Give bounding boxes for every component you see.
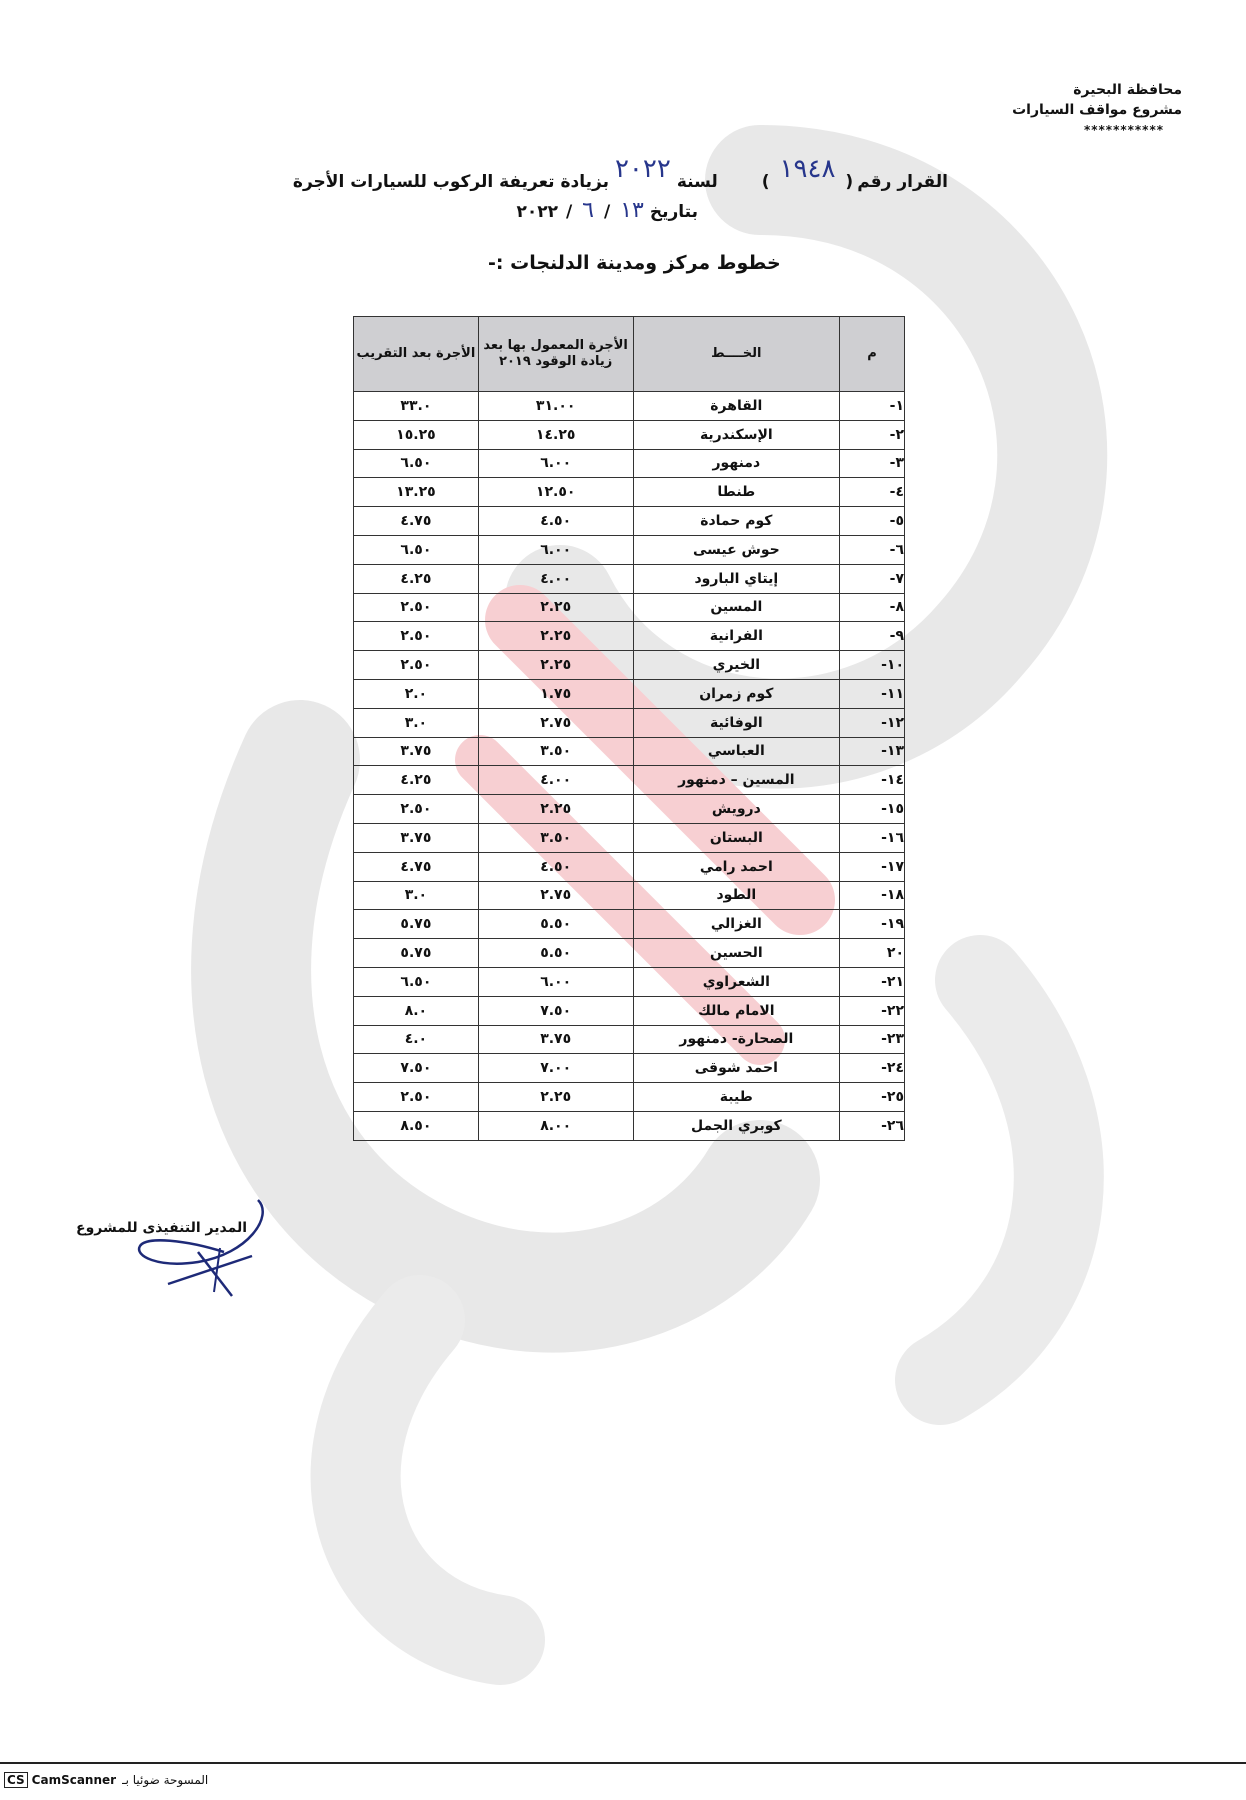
row-line: العباسي	[633, 737, 840, 766]
row-old-fare: ٣.٥٠	[478, 823, 633, 852]
row-old-fare: ٧.٠٠	[478, 1054, 633, 1083]
row-old-fare: ٤.٥٠	[478, 507, 633, 536]
date-separator: /	[604, 202, 611, 222]
scanner-app-name: CamScanner	[31, 1773, 117, 1787]
row-old-fare: ٥.٥٠	[478, 939, 633, 968]
decision-number: ١٩٤٨	[779, 154, 836, 184]
table-row	[354, 449, 905, 478]
header-old-fare: الأجرة المعمول بها بعد زيادة الوقود ٢٠١٩	[478, 317, 633, 392]
table-row	[354, 910, 905, 939]
row-new-fare: ٣.٠	[354, 708, 479, 737]
row-line: الطود	[633, 881, 840, 910]
row-line: احمد شوقى	[633, 1054, 840, 1083]
row-num: ١-	[840, 392, 905, 421]
row-num: ١٨-	[840, 881, 905, 910]
row-new-fare: ٤.٢٥	[354, 766, 479, 795]
table-row	[354, 564, 905, 593]
row-num: ٨-	[840, 593, 905, 622]
row-num: ٩-	[840, 622, 905, 651]
row-num: ١٧-	[840, 852, 905, 881]
row-old-fare: ٢.٧٥	[478, 881, 633, 910]
header-line: الخــــط	[633, 317, 840, 392]
table-row	[354, 737, 905, 766]
scanned-label: المسوحة ضوئيا بـ	[122, 1773, 209, 1787]
row-new-fare: ٨.٠	[354, 996, 479, 1025]
row-num: ٢٥-	[840, 1083, 905, 1112]
row-line: الحسين	[633, 939, 840, 968]
footer-divider	[0, 1762, 1246, 1764]
row-num: ٣-	[840, 449, 905, 478]
row-old-fare: ٢.٢٥	[478, 651, 633, 680]
row-old-fare: ٦.٠٠	[478, 535, 633, 564]
header-new-fare: الأجرة بعد التقريب	[354, 317, 479, 392]
row-num: ١١-	[840, 679, 905, 708]
decision-label: القرار رقم	[857, 172, 948, 192]
table-row	[354, 1083, 905, 1112]
decision-year: ٢٠٢٢	[614, 154, 671, 184]
row-old-fare: ١٤.٢٥	[478, 420, 633, 449]
row-line: طنطا	[633, 478, 840, 507]
row-num: ٢٤-	[840, 1054, 905, 1083]
row-new-fare: ٣.٧٥	[354, 823, 479, 852]
table-row	[354, 967, 905, 996]
table-row	[354, 708, 905, 737]
row-old-fare: ٦.٠٠	[478, 967, 633, 996]
row-line: الغزالي	[633, 910, 840, 939]
table-row	[354, 535, 905, 564]
row-num: ١٤-	[840, 766, 905, 795]
table-row	[354, 795, 905, 824]
table-row	[354, 478, 905, 507]
table-row	[354, 420, 905, 449]
decision-subject: بزيادة تعريفة الركوب للسيارات الأجرة	[292, 172, 609, 192]
row-new-fare: ٧.٥٠	[354, 1054, 479, 1083]
row-line: الشعراوي	[633, 967, 840, 996]
date-separator: /	[565, 202, 573, 222]
row-new-fare: ٥.٧٥	[354, 910, 479, 939]
row-line: حوش عيسى	[633, 535, 840, 564]
table-row	[354, 392, 905, 421]
row-old-fare: ٢.٢٥	[478, 795, 633, 824]
row-new-fare: ٤.٠	[354, 1025, 479, 1054]
year-label: لسنة	[676, 172, 718, 192]
signature-title: المدير التنفيذى للمشروع	[76, 1220, 248, 1236]
row-new-fare: ٢.٥٠	[354, 1083, 479, 1112]
row-old-fare: ٢.٢٥	[478, 1083, 633, 1112]
row-new-fare: ٣٣.٠	[354, 392, 479, 421]
row-num: ٧-	[840, 564, 905, 593]
row-line: طيبة	[633, 1083, 840, 1112]
row-old-fare: ٤.٥٠	[478, 852, 633, 881]
row-line: المسين – دمنهور	[633, 766, 840, 795]
date-month: ٦	[582, 198, 594, 223]
row-new-fare: ٣.٠	[354, 881, 479, 910]
row-new-fare: ٦.٥٠	[354, 449, 479, 478]
row-new-fare: ٤.٧٥	[354, 507, 479, 536]
decision-heading	[292, 154, 948, 223]
row-old-fare: ٣.٥٠	[478, 737, 633, 766]
row-num: ١٦-	[840, 823, 905, 852]
date-label: بتاريخ	[649, 202, 698, 222]
row-num: ٦-	[840, 535, 905, 564]
row-old-fare: ٤.٠٠	[478, 766, 633, 795]
row-line: القاهرة	[633, 392, 840, 421]
date-day: ١٣	[620, 198, 644, 223]
row-new-fare: ٢.٥٠	[354, 593, 479, 622]
row-new-fare: ٦.٥٠	[354, 535, 479, 564]
governorate-name: محافظة البحيرة	[1073, 82, 1182, 98]
row-new-fare: ٢.٥٠	[354, 651, 479, 680]
row-num: ٥-	[840, 507, 905, 536]
row-num: ٢٦-	[840, 1111, 905, 1140]
row-num: ١٠-	[840, 651, 905, 680]
table-header-row	[354, 317, 905, 392]
row-old-fare: ٧.٥٠	[478, 996, 633, 1025]
row-num: ٢-	[840, 420, 905, 449]
table-row	[354, 622, 905, 651]
row-new-fare: ٦.٥٠	[354, 967, 479, 996]
row-new-fare: ٢.٥٠	[354, 795, 479, 824]
camscanner-logo-icon: CS	[4, 1772, 28, 1788]
row-line: كوم زمران	[633, 679, 840, 708]
table-row	[354, 996, 905, 1025]
row-old-fare: ٣.٧٥	[478, 1025, 633, 1054]
row-line: احمد رامي	[633, 852, 840, 881]
row-num: ٢١-	[840, 967, 905, 996]
row-num: ١٢-	[840, 708, 905, 737]
row-line: الصحارة- دمنهور	[633, 1025, 840, 1054]
row-old-fare: ٨.٠٠	[478, 1111, 633, 1140]
row-num: ١٣-	[840, 737, 905, 766]
row-num: ٢٢-	[840, 996, 905, 1025]
row-old-fare: ٢.٢٥	[478, 622, 633, 651]
row-num: ١٩-	[840, 910, 905, 939]
row-line: الإسكندرية	[633, 420, 840, 449]
table-row	[354, 507, 905, 536]
row-new-fare: ٥.٧٥	[354, 939, 479, 968]
table-row	[354, 679, 905, 708]
row-new-fare: ٤.٢٥	[354, 564, 479, 593]
row-old-fare: ٤.٠٠	[478, 564, 633, 593]
row-old-fare: ٢.٧٥	[478, 708, 633, 737]
table-row	[354, 939, 905, 968]
row-old-fare: ٣١.٠٠	[478, 392, 633, 421]
row-line: إيتاي البارود	[633, 564, 840, 593]
row-old-fare: ١.٧٥	[478, 679, 633, 708]
table-row	[354, 852, 905, 881]
row-old-fare: ٦.٠٠	[478, 449, 633, 478]
paren-close: )	[761, 172, 770, 192]
organization-header	[922, 80, 1182, 140]
row-line: الوفائية	[633, 708, 840, 737]
table-row	[354, 1054, 905, 1083]
row-num: ٢٠	[840, 939, 905, 968]
date-year: ٢٠٢٢	[516, 202, 558, 222]
stars-divider: ***********	[1083, 123, 1164, 137]
project-name: مشروع مواقف السيارات	[1012, 102, 1182, 118]
row-old-fare: ٥.٥٠	[478, 910, 633, 939]
row-line: الخيري	[633, 651, 840, 680]
row-line: كوم حمادة	[633, 507, 840, 536]
table-row	[354, 766, 905, 795]
section-title: خطوط مركز ومدينة الدلنجات :-	[488, 252, 781, 274]
row-new-fare: ٣.٧٥	[354, 737, 479, 766]
row-new-fare: ١٥.٢٥	[354, 420, 479, 449]
row-line: دمنهور	[633, 449, 840, 478]
row-line: البستان	[633, 823, 840, 852]
table-row	[354, 651, 905, 680]
header-num: م	[840, 317, 905, 392]
row-line: الامام مالك	[633, 996, 840, 1025]
row-old-fare: ٢.٢٥	[478, 593, 633, 622]
row-new-fare: ٤.٧٥	[354, 852, 479, 881]
row-line: درويش	[633, 795, 840, 824]
handwritten-signature	[128, 1196, 278, 1306]
table-row	[354, 1111, 905, 1140]
fares-table	[353, 316, 905, 1141]
row-num: ١٥-	[840, 795, 905, 824]
row-new-fare: ١٣.٢٥	[354, 478, 479, 507]
row-new-fare: ٨.٥٠	[354, 1111, 479, 1140]
row-new-fare: ٢.٥٠	[354, 622, 479, 651]
paren-open: (	[845, 172, 854, 192]
row-line: المسين	[633, 593, 840, 622]
table-row	[354, 823, 905, 852]
row-new-fare: ٢.٠	[354, 679, 479, 708]
row-num: ٤-	[840, 478, 905, 507]
table-row	[354, 881, 905, 910]
row-line: الفرانية	[633, 622, 840, 651]
row-line: كوبري الجمل	[633, 1111, 840, 1140]
row-old-fare: ١٢.٥٠	[478, 478, 633, 507]
scanner-footer	[4, 1772, 208, 1788]
table-row	[354, 593, 905, 622]
row-num: ٢٣-	[840, 1025, 905, 1054]
table-row	[354, 1025, 905, 1054]
